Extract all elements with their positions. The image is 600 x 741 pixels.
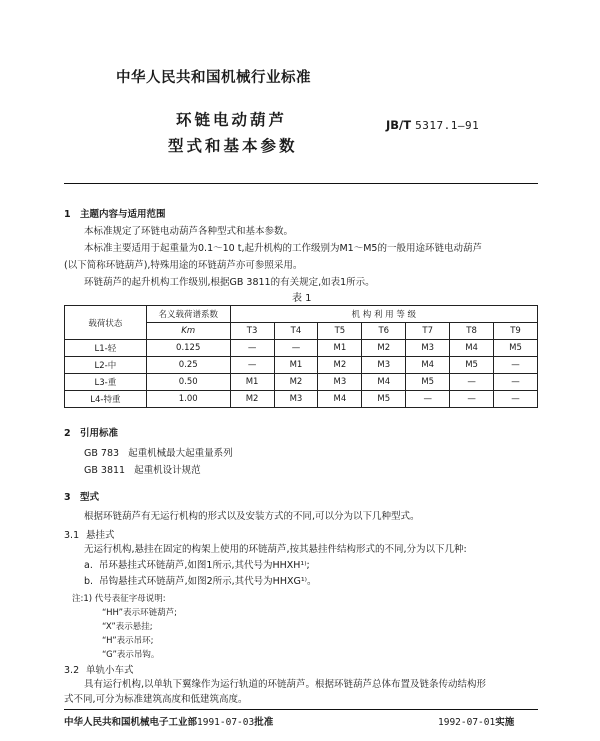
document-title-line2: 型式和基本参数 [168, 137, 298, 155]
header-class-t8: T8 [450, 323, 494, 340]
section-3-number: 3 [64, 492, 71, 503]
section-3-1-para: 无运行机构,悬挂在固定的构架上使用的环链葫芦,按其悬挂件结构形式的不同,分为以下几种: [84, 544, 467, 555]
header-class-t4: T4 [274, 323, 318, 340]
table-row [65, 374, 538, 391]
cell-km: 0.50 [146, 374, 230, 391]
header-class-t7: T7 [406, 323, 450, 340]
cell-km: 0.125 [146, 340, 230, 357]
cell-class: — [450, 391, 494, 408]
cell-class: M3 [274, 391, 318, 408]
cell-class: — [450, 374, 494, 391]
cell-class: — [494, 374, 538, 391]
cell-class: — [406, 391, 450, 408]
reference-gb3811: GB 3811 起重机设计规范 [84, 465, 201, 476]
header-load-state: 载荷状态 [65, 306, 147, 340]
section-1-heading [64, 206, 166, 220]
cell-class: M4 [450, 340, 494, 357]
header-divider [64, 183, 538, 184]
cell-class: — [230, 340, 274, 357]
standard-code-number: 5317.1—91 [415, 119, 480, 132]
table-row [65, 391, 538, 408]
section-3-1-number: 3.1 [64, 530, 80, 541]
cell-class: M1 [318, 340, 362, 357]
cell-class: M1 [274, 357, 318, 374]
footer-divider [64, 709, 538, 710]
section-3-para: 根据环链葫芦有无运行机构的形式以及安装方式的不同,可以分为以下几种型式。 [84, 511, 420, 522]
section-2-title: 引用标准 [80, 428, 119, 439]
section-3-2-title: 单轨小车式 [86, 665, 134, 676]
cell-class: — [230, 357, 274, 374]
cell-class: M2 [230, 391, 274, 408]
list-item-b: b. 吊钩悬挂式环链葫芦,如图2所示,其代号为HHXG¹⁾。 [84, 576, 317, 587]
section-1-para-2b: (以下简称环链葫芦),特殊用途的环链葫芦亦可参照采用。 [64, 260, 303, 271]
note-g: “G”表示吊钩。 [102, 650, 160, 660]
work-class-table [64, 305, 538, 408]
table-1-caption: 表 1 [292, 293, 312, 304]
cell-class: M5 [406, 374, 450, 391]
section-3-2-heading [64, 662, 134, 676]
note-hh: “HH”表示环链葫芦; [102, 608, 177, 618]
document-title-line1: 环链电动葫芦 [176, 111, 288, 129]
section-3-2-para-1: 具有运行机构,以单轨下翼缘作为运行轨道的环链葫芦。根据环链葫芦总体布置及链条传动结构形 [84, 679, 487, 690]
cell-class: — [494, 357, 538, 374]
cell-state: L4-特重 [65, 391, 147, 408]
section-3-1-heading [64, 527, 115, 541]
section-1-title: 主题内容与适用范围 [80, 209, 166, 220]
header-class-t3: T3 [230, 323, 274, 340]
approval-date: 1991-07-03 [197, 717, 255, 728]
cell-class: — [274, 340, 318, 357]
note-title: 注:1) 代号表征字母说明: [72, 594, 166, 604]
header-class-t6: T6 [362, 323, 406, 340]
approval-suffix: 批准 [254, 717, 274, 728]
cell-class: M1 [230, 374, 274, 391]
note-x: “X”表示悬挂; [102, 622, 153, 632]
cell-class: M4 [318, 391, 362, 408]
cell-class: M4 [362, 374, 406, 391]
section-3-2-para-2: 式不同,可分为标准建筑高度和低建筑高度。 [64, 694, 248, 705]
standard-code-prefix: JB/T [386, 118, 412, 132]
section-1-para-1: 本标准规定了环链电动葫芦各种型式和基本参数。 [84, 226, 294, 237]
list-item-a: a. 吊环悬挂式环链葫芦,如图1所示,其代号为HHXH¹⁾; [84, 560, 310, 571]
approval-org: 中华人民共和国机械电子工业部 [64, 717, 198, 728]
section-3-2-number: 3.2 [64, 665, 80, 676]
cell-class: M3 [318, 374, 362, 391]
cell-state: L3-重 [65, 374, 147, 391]
approval-line [64, 714, 273, 728]
header-km-symbol: Km [146, 323, 230, 340]
cell-class: M3 [406, 340, 450, 357]
reference-gb783: GB 783 起重机械最大起重量系列 [84, 448, 233, 459]
header-class-t9: T9 [494, 323, 538, 340]
cell-state: L1-轻 [65, 340, 147, 357]
cell-class: M5 [362, 391, 406, 408]
industry-standard-heading: 中华人民共和国机械行业标准 [116, 70, 311, 86]
section-1-para-3: 环链葫芦的起升机构工作级别,根据GB 3811的有关规定,如表1所示。 [84, 277, 375, 288]
section-1-number: 1 [64, 209, 71, 220]
header-class-group: 机 构 利 用 等 级 [230, 306, 537, 323]
cell-km: 1.00 [146, 391, 230, 408]
table-row [65, 357, 538, 374]
cell-km: 0.25 [146, 357, 230, 374]
cell-class: M2 [318, 357, 362, 374]
header-class-t5: T5 [318, 323, 362, 340]
implementation-suffix: 实施 [495, 717, 515, 728]
table-row [65, 340, 538, 357]
cell-class: M2 [274, 374, 318, 391]
implementation-line [438, 714, 514, 728]
implementation-date: 1992-07-01 [438, 717, 496, 728]
section-3-1-title: 悬挂式 [86, 530, 115, 541]
section-3-heading [64, 489, 99, 503]
section-2-heading [64, 425, 118, 439]
cell-state: L2-中 [65, 357, 147, 374]
standard-code [386, 118, 479, 132]
note-h: “H”表示吊环; [102, 636, 154, 646]
header-km-label: 名义载荷谱系数 [146, 306, 230, 323]
cell-class: M5 [494, 340, 538, 357]
section-1-para-2a: 本标准主要适用于起重量为0.1～10 t,起升机构的工作级别为M1～M5的一般用途环链电动葫芦 [84, 243, 482, 254]
cell-class: M2 [362, 340, 406, 357]
cell-class: M5 [450, 357, 494, 374]
section-3-title: 型式 [80, 492, 100, 503]
section-2-number: 2 [64, 428, 71, 439]
cell-class: M4 [406, 357, 450, 374]
cell-class: — [494, 391, 538, 408]
cell-class: M3 [362, 357, 406, 374]
